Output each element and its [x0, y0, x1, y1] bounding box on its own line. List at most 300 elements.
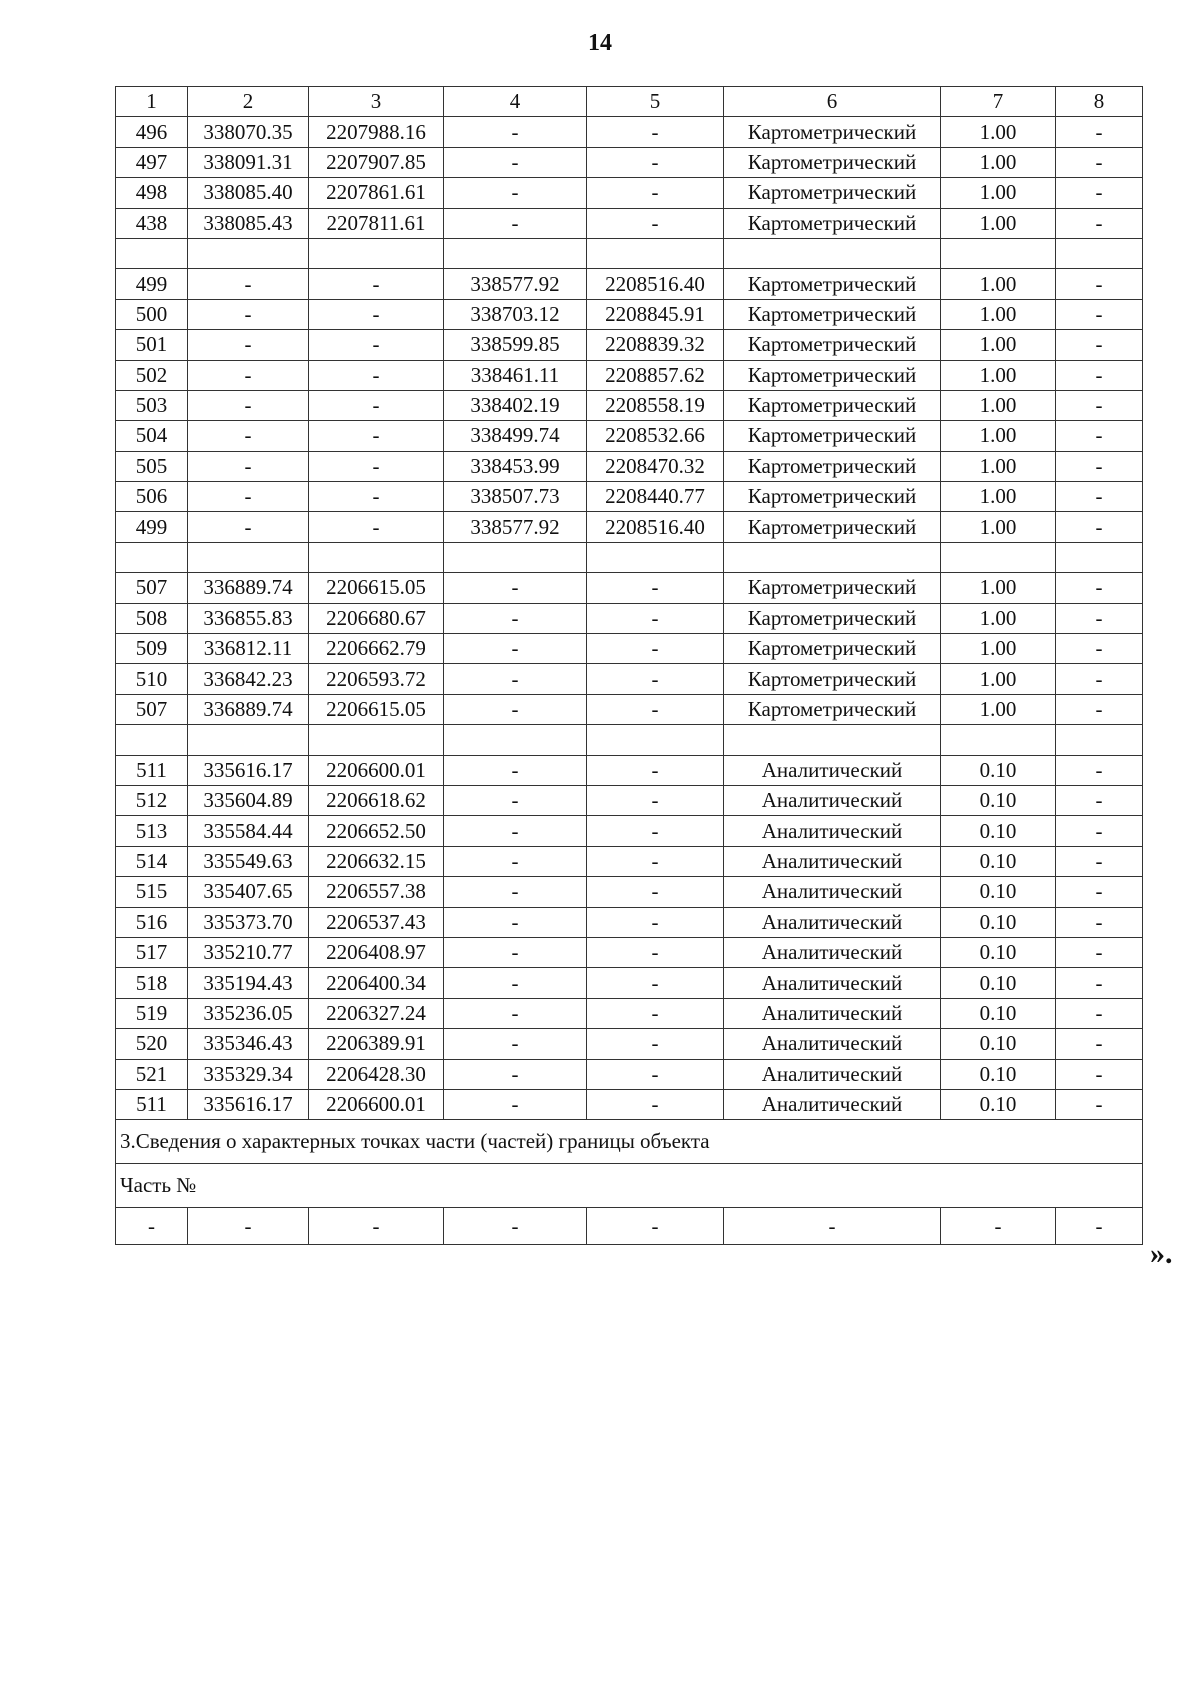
- table-cell: -: [587, 603, 724, 633]
- table-cell: Картометрический: [724, 482, 941, 512]
- table-cell: 521: [116, 1059, 188, 1089]
- table-cell: 511: [116, 1089, 188, 1119]
- table-cell: -: [1056, 117, 1143, 147]
- table-cell: 338402.19: [444, 390, 587, 420]
- table-cell: [188, 725, 309, 755]
- table-cell: 2206593.72: [309, 664, 444, 694]
- table-cell: -: [587, 634, 724, 664]
- table-cell: 2207988.16: [309, 117, 444, 147]
- table-row: [116, 147, 1143, 177]
- table-cell: 336842.23: [188, 664, 309, 694]
- table-cell: 6: [724, 87, 941, 117]
- table-cell: -: [444, 1059, 587, 1089]
- table-cell: [941, 238, 1056, 268]
- table-cell: 338461.11: [444, 360, 587, 390]
- table-cell: 520: [116, 1029, 188, 1059]
- table-cell: 496: [116, 117, 188, 147]
- table-cell: 507: [116, 694, 188, 724]
- table-cell: 0.10: [941, 1059, 1056, 1089]
- page-number: 14: [588, 30, 612, 56]
- table-cell: Аналитический: [724, 785, 941, 815]
- table-cell: -: [1056, 451, 1143, 481]
- table-cell: 505: [116, 451, 188, 481]
- table-cell: -: [444, 1029, 587, 1059]
- table-row: [116, 603, 1143, 633]
- table-cell: Картометрический: [724, 269, 941, 299]
- table-cell: 506: [116, 482, 188, 512]
- table-cell: 501: [116, 330, 188, 360]
- table-cell: -: [587, 178, 724, 208]
- table-cell: 438: [116, 208, 188, 238]
- table-cell: -: [188, 360, 309, 390]
- table-cell: 1.00: [941, 360, 1056, 390]
- table-cell: -: [1056, 603, 1143, 633]
- table-cell: [1056, 542, 1143, 572]
- table-cell: -: [444, 603, 587, 633]
- table-cell: -: [444, 573, 587, 603]
- table-cell: 335346.43: [188, 1029, 309, 1059]
- table-cell: [587, 725, 724, 755]
- table-cell: 2206662.79: [309, 634, 444, 664]
- table-cell: -: [1056, 482, 1143, 512]
- table-cell: 1.00: [941, 694, 1056, 724]
- table-cell: -: [587, 998, 724, 1028]
- table-cell: 0.10: [941, 755, 1056, 785]
- table-cell: [309, 238, 444, 268]
- table-cell: Картометрический: [724, 664, 941, 694]
- table-cell: -: [309, 390, 444, 420]
- table-cell: Картометрический: [724, 634, 941, 664]
- table-cell: [1056, 725, 1143, 755]
- table-cell: -: [1056, 573, 1143, 603]
- section-title-row-text: 3.Сведения о характерных точках части (частей) границы объекта: [116, 1120, 1143, 1164]
- table-cell: 2208845.91: [587, 299, 724, 329]
- table-cell: Картометрический: [724, 117, 941, 147]
- table-cell: -: [116, 1208, 188, 1245]
- table-cell: -: [1056, 634, 1143, 664]
- table-cell: 2208532.66: [587, 421, 724, 451]
- table-cell: -: [587, 816, 724, 846]
- table-cell: -: [188, 421, 309, 451]
- table-cell: Картометрический: [724, 178, 941, 208]
- table-row: [116, 785, 1143, 815]
- table-cell: -: [444, 634, 587, 664]
- table-cell: [116, 238, 188, 268]
- table-cell: -: [1056, 390, 1143, 420]
- table-cell: -: [309, 299, 444, 329]
- table-cell: -: [1056, 147, 1143, 177]
- table-cell: 335407.65: [188, 877, 309, 907]
- table-row: [116, 573, 1143, 603]
- table-cell: -: [1056, 937, 1143, 967]
- table-cell: 7: [941, 87, 1056, 117]
- table-cell: -: [1056, 208, 1143, 238]
- table-cell: -: [1056, 907, 1143, 937]
- table-cell: [188, 542, 309, 572]
- table-cell: 1.00: [941, 664, 1056, 694]
- table-cell: 1.00: [941, 421, 1056, 451]
- table-cell: 2206537.43: [309, 907, 444, 937]
- table-cell: 0.10: [941, 937, 1056, 967]
- table-cell: -: [1056, 299, 1143, 329]
- table-row: [116, 269, 1143, 299]
- table-cell: 2208558.19: [587, 390, 724, 420]
- table-cell: -: [1056, 330, 1143, 360]
- table-cell: 338085.43: [188, 208, 309, 238]
- table-cell: -: [587, 1208, 724, 1245]
- table-row: [116, 664, 1143, 694]
- table-cell: 2206615.05: [309, 694, 444, 724]
- table-cell: -: [444, 755, 587, 785]
- table-cell: -: [309, 1208, 444, 1245]
- table-cell: 516: [116, 907, 188, 937]
- table-cell: 1.00: [941, 330, 1056, 360]
- table-cell: 0.10: [941, 785, 1056, 815]
- table-cell: 1.00: [941, 451, 1056, 481]
- table-cell: [116, 542, 188, 572]
- table-row: [116, 968, 1143, 998]
- table-cell: 4: [444, 87, 587, 117]
- table-cell: -: [188, 330, 309, 360]
- table-cell: 335236.05: [188, 998, 309, 1028]
- table-cell: -: [444, 1089, 587, 1119]
- table-cell: Аналитический: [724, 937, 941, 967]
- table-cell: 509: [116, 634, 188, 664]
- table-cell: [587, 238, 724, 268]
- table-cell: -: [309, 512, 444, 542]
- table-cell: 1.00: [941, 634, 1056, 664]
- table-cell: 517: [116, 937, 188, 967]
- table-cell: 0.10: [941, 968, 1056, 998]
- table-cell: 512: [116, 785, 188, 815]
- table-cell: Аналитический: [724, 1029, 941, 1059]
- table-cell: 1.00: [941, 573, 1056, 603]
- table-cell: 499: [116, 512, 188, 542]
- table-cell: 2208516.40: [587, 269, 724, 299]
- table-cell: 335549.63: [188, 846, 309, 876]
- table-cell: 0.10: [941, 846, 1056, 876]
- table-cell: -: [309, 482, 444, 512]
- section-title-row: [116, 1120, 1143, 1164]
- table-spacer-row: [116, 725, 1143, 755]
- table-spacer-row: [116, 542, 1143, 572]
- table-cell: 2: [188, 87, 309, 117]
- table-cell: -: [444, 694, 587, 724]
- table-cell: 1.00: [941, 147, 1056, 177]
- table-cell: 0.10: [941, 907, 1056, 937]
- table-cell: -: [444, 1208, 587, 1245]
- table-row: [116, 998, 1143, 1028]
- table-cell: Картометрический: [724, 512, 941, 542]
- table-cell: Аналитический: [724, 816, 941, 846]
- table-row: [116, 755, 1143, 785]
- table-cell: 504: [116, 421, 188, 451]
- table-cell: 497: [116, 147, 188, 177]
- table-cell: -: [1056, 877, 1143, 907]
- table-cell: -: [1056, 421, 1143, 451]
- table-cell: 0.10: [941, 877, 1056, 907]
- table-cell: 336889.74: [188, 694, 309, 724]
- table-cell: 2207861.61: [309, 178, 444, 208]
- table-cell: 0.10: [941, 1089, 1056, 1119]
- table-cell: 2206652.50: [309, 816, 444, 846]
- table-row: [116, 1059, 1143, 1089]
- table-cell: -: [188, 512, 309, 542]
- table-cell: 335194.43: [188, 968, 309, 998]
- table-cell: -: [1056, 785, 1143, 815]
- table-cell: [724, 725, 941, 755]
- table-cell: -: [444, 877, 587, 907]
- table-cell: [309, 542, 444, 572]
- table-cell: 338577.92: [444, 512, 587, 542]
- table-row: [116, 330, 1143, 360]
- table-spacer-row: [116, 238, 1143, 268]
- table-cell: 336855.83: [188, 603, 309, 633]
- table-cell: -: [1056, 694, 1143, 724]
- table-cell: [116, 725, 188, 755]
- table-cell: -: [1056, 664, 1143, 694]
- table-cell: 335584.44: [188, 816, 309, 846]
- table-row: [116, 117, 1143, 147]
- table-cell: 8: [1056, 87, 1143, 117]
- table-cell: 502: [116, 360, 188, 390]
- table-cell: 2206680.67: [309, 603, 444, 633]
- table-cell: 335616.17: [188, 755, 309, 785]
- table-cell: 1.00: [941, 603, 1056, 633]
- table-cell: 518: [116, 968, 188, 998]
- table-cell: 2206428.30: [309, 1059, 444, 1089]
- table-cell: Картометрический: [724, 360, 941, 390]
- table-cell: -: [444, 816, 587, 846]
- table-cell: 507: [116, 573, 188, 603]
- table-cell: 335329.34: [188, 1059, 309, 1089]
- table-row: [116, 390, 1143, 420]
- table-row: [116, 877, 1143, 907]
- table-row: [116, 907, 1143, 937]
- table-cell: -: [587, 664, 724, 694]
- table-cell: -: [587, 907, 724, 937]
- table-cell: -: [188, 451, 309, 481]
- table-cell: [724, 542, 941, 572]
- table-cell: Картометрический: [724, 573, 941, 603]
- table-cell: -: [444, 785, 587, 815]
- table-cell: -: [587, 755, 724, 785]
- table-cell: 500: [116, 299, 188, 329]
- table-cell: [1056, 238, 1143, 268]
- table-cell: -: [1056, 269, 1143, 299]
- table-cell: 499: [116, 269, 188, 299]
- table-cell: 338577.92: [444, 269, 587, 299]
- table-cell: -: [587, 1089, 724, 1119]
- table-cell: -: [1056, 178, 1143, 208]
- table-cell: -: [587, 147, 724, 177]
- table-cell: [941, 542, 1056, 572]
- table-cell: 335616.17: [188, 1089, 309, 1119]
- table-row: [116, 451, 1143, 481]
- table-cell: 3: [309, 87, 444, 117]
- table-cell: -: [444, 208, 587, 238]
- table-cell: 2206557.38: [309, 877, 444, 907]
- table-cell: -: [444, 147, 587, 177]
- table-cell: -: [1056, 816, 1143, 846]
- table-cell: -: [309, 421, 444, 451]
- table-cell: [941, 725, 1056, 755]
- table-row: [116, 634, 1143, 664]
- coordinates-table: [115, 86, 1143, 1245]
- table-cell: 2208839.32: [587, 330, 724, 360]
- table-cell: -: [587, 877, 724, 907]
- closing-quote-mark: ».: [1150, 1237, 1173, 1270]
- table-row: [116, 1089, 1143, 1119]
- table-cell: Картометрический: [724, 330, 941, 360]
- table-cell: 519: [116, 998, 188, 1028]
- table-row: [116, 482, 1143, 512]
- table-cell: Картометрический: [724, 390, 941, 420]
- table-cell: Аналитический: [724, 968, 941, 998]
- table-cell: 0.10: [941, 1029, 1056, 1059]
- table-cell: Аналитический: [724, 1089, 941, 1119]
- table-cell: Картометрический: [724, 603, 941, 633]
- table-cell: Аналитический: [724, 877, 941, 907]
- table-cell: 338070.35: [188, 117, 309, 147]
- table-cell: -: [1056, 1029, 1143, 1059]
- part-row: [116, 1208, 1143, 1245]
- table-cell: 1.00: [941, 178, 1056, 208]
- table-cell: 510: [116, 664, 188, 694]
- table-cell: 2208440.77: [587, 482, 724, 512]
- table-row: [116, 421, 1143, 451]
- table-cell: 503: [116, 390, 188, 420]
- table-cell: -: [444, 937, 587, 967]
- table-cell: Аналитический: [724, 755, 941, 785]
- table-cell: -: [587, 208, 724, 238]
- table-cell: 5: [587, 87, 724, 117]
- table-row: [116, 1029, 1143, 1059]
- table-row: [116, 299, 1143, 329]
- table-cell: 2206632.15: [309, 846, 444, 876]
- table-cell: -: [444, 846, 587, 876]
- table-cell: [444, 725, 587, 755]
- table-cell: 338507.73: [444, 482, 587, 512]
- table-cell: 514: [116, 846, 188, 876]
- table-cell: Картометрический: [724, 299, 941, 329]
- table-cell: -: [587, 117, 724, 147]
- table-header-row: [116, 87, 1143, 117]
- table-cell: Картометрический: [724, 421, 941, 451]
- table-cell: 2207907.85: [309, 147, 444, 177]
- table-row: [116, 937, 1143, 967]
- table-cell: 336889.74: [188, 573, 309, 603]
- table-cell: [724, 238, 941, 268]
- table-cell: Аналитический: [724, 846, 941, 876]
- table-cell: -: [587, 937, 724, 967]
- table-cell: 2206408.97: [309, 937, 444, 967]
- table-cell: -: [587, 1029, 724, 1059]
- table-cell: 1.00: [941, 390, 1056, 420]
- table-cell: 2206600.01: [309, 1089, 444, 1119]
- table-cell: -: [1056, 1059, 1143, 1089]
- table-cell: 508: [116, 603, 188, 633]
- table-cell: 498: [116, 178, 188, 208]
- table-cell: -: [1056, 1208, 1143, 1245]
- part-label-row-text: Часть №: [116, 1164, 1143, 1208]
- table-cell: -: [1056, 968, 1143, 998]
- table-row: [116, 816, 1143, 846]
- table-cell: -: [587, 573, 724, 603]
- table-cell: -: [188, 390, 309, 420]
- table-cell: -: [188, 269, 309, 299]
- table-row: [116, 208, 1143, 238]
- table-row: [116, 846, 1143, 876]
- table-cell: -: [444, 178, 587, 208]
- table-cell: -: [587, 785, 724, 815]
- table-cell: 511: [116, 755, 188, 785]
- table-cell: -: [309, 360, 444, 390]
- table-row: [116, 178, 1143, 208]
- table-cell: -: [587, 1059, 724, 1089]
- table-cell: -: [309, 451, 444, 481]
- table-cell: -: [444, 998, 587, 1028]
- table-cell: 338085.40: [188, 178, 309, 208]
- table-cell: 2206400.34: [309, 968, 444, 998]
- table-cell: 338499.74: [444, 421, 587, 451]
- table-cell: 1.00: [941, 117, 1056, 147]
- table-cell: -: [188, 482, 309, 512]
- table-cell: -: [724, 1208, 941, 1245]
- table-cell: -: [1056, 846, 1143, 876]
- table-cell: Аналитический: [724, 1059, 941, 1089]
- table-cell: -: [309, 330, 444, 360]
- table-cell: 335373.70: [188, 907, 309, 937]
- table-cell: Картометрический: [724, 694, 941, 724]
- table-cell: 2206327.24: [309, 998, 444, 1028]
- table-cell: 336812.11: [188, 634, 309, 664]
- table-cell: -: [1056, 1089, 1143, 1119]
- table-cell: [587, 542, 724, 572]
- table-cell: -: [444, 968, 587, 998]
- table-cell: 1: [116, 87, 188, 117]
- table-cell: [309, 725, 444, 755]
- table-cell: -: [444, 117, 587, 147]
- table-cell: -: [1056, 998, 1143, 1028]
- table-cell: -: [444, 664, 587, 694]
- table-cell: 1.00: [941, 482, 1056, 512]
- table-cell: -: [587, 694, 724, 724]
- table-cell: 0.10: [941, 816, 1056, 846]
- table-cell: -: [188, 1208, 309, 1245]
- table-cell: 335210.77: [188, 937, 309, 967]
- table-cell: 338091.31: [188, 147, 309, 177]
- table-cell: 0.10: [941, 998, 1056, 1028]
- part-label-row: [116, 1164, 1143, 1208]
- table-cell: Картометрический: [724, 451, 941, 481]
- table-cell: 2206600.01: [309, 755, 444, 785]
- table-cell: 1.00: [941, 208, 1056, 238]
- table-cell: Аналитический: [724, 998, 941, 1028]
- table-cell: 2208857.62: [587, 360, 724, 390]
- table-cell: [444, 238, 587, 268]
- table-cell: -: [1056, 755, 1143, 785]
- table-row: [116, 694, 1143, 724]
- table-cell: 1.00: [941, 512, 1056, 542]
- table-cell: 2206615.05: [309, 573, 444, 603]
- table-cell: Аналитический: [724, 907, 941, 937]
- table-cell: 338599.85: [444, 330, 587, 360]
- table-cell: -: [1056, 512, 1143, 542]
- table-cell: 2207811.61: [309, 208, 444, 238]
- table-cell: 2208516.40: [587, 512, 724, 542]
- table-cell: 2206618.62: [309, 785, 444, 815]
